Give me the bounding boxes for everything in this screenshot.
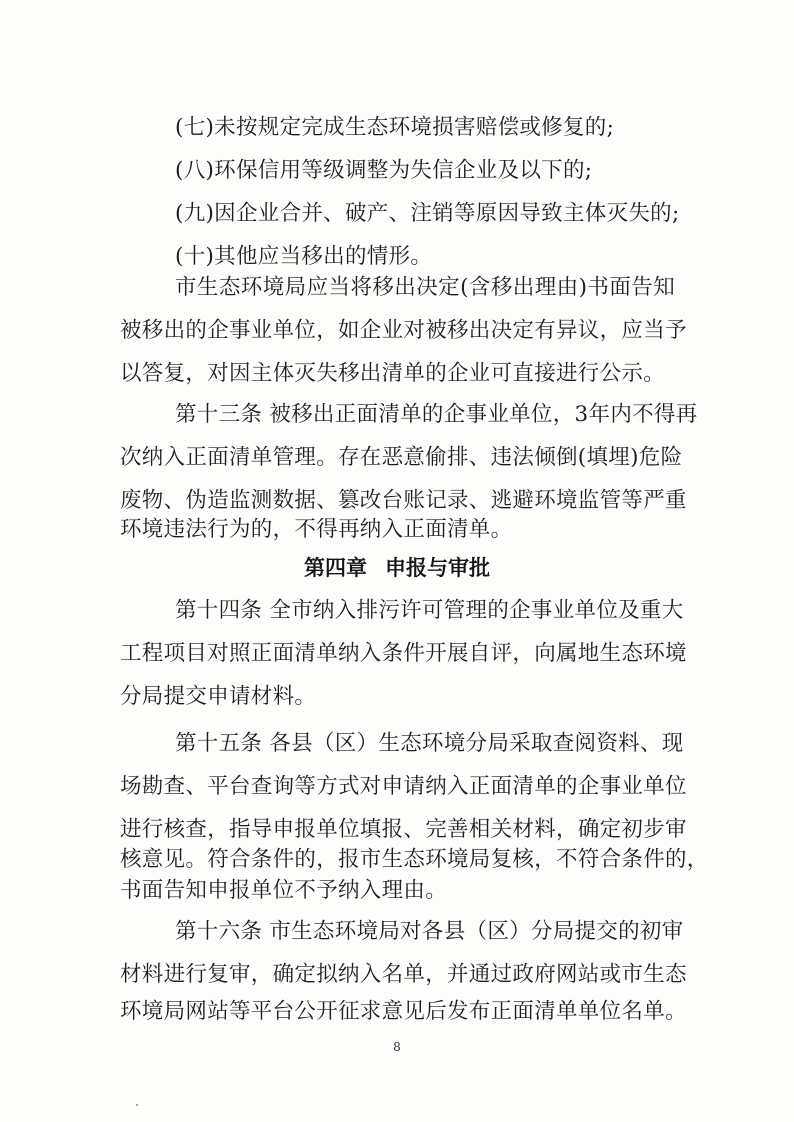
article-13-line: 废物、伪造监测数据、篡改台账记录、逃避环境监管等严重 [120,488,687,513]
paragraph-line: 被移出的企事业单位，如企业对被移出决定有异议，应当予 [120,318,687,343]
list-item-ten: (十)其他应当移出的情形。 [175,244,433,269]
paragraph-line: 市生态环境局应当将移出决定(含移出理由)书面告知 [175,275,675,300]
chapter-number: 第四章 [304,556,367,580]
article-16-line: 材料进行复审，确定拟纳入名单，并通过政府网站或市生态 [120,962,687,987]
page-number: 8 [393,1040,401,1054]
article-15-line: 场勘查、平台查询等方式对申请纳入正面清单的企事业单位 [120,774,687,799]
article-14-line: 第十四条 全市纳入排污许可管理的企事业单位及重大 [175,598,684,623]
article-15-line: 核意见。符合条件的，报市生态环境局复核，不符合条件的， [120,847,709,872]
article-15-line: 进行核查，指导申报单位填报、完善相关材料，确定初步审 [120,817,687,842]
article-13-line: 第十三条 被移出正面清单的企事业单位，3年内不得再 [175,402,698,427]
article-15-line: 书面告知申报单位不予纳入理由。 [120,878,448,903]
article-14-line: 工程项目对照正面清单纳入条件开展自评，向属地生态环境 [120,641,687,666]
article-16-line: 环境局网站等平台公开征求意见后发布正面清单单位名单。 [120,999,687,1024]
article-16-line: 第十六条 市生态环境局对各县（区）分局提交的初审 [175,919,684,944]
list-item-nine: (九)因企业合并、破产、注销等原因导致主体灭失的; [175,201,680,226]
article-14-line: 分局提交申请材料。 [120,684,317,709]
paragraph-line: 以答复，对因主体灭失移出清单的企业可直接进行公示。 [120,361,666,386]
chapter-heading [0,553,794,583]
list-item-seven: (七)未按规定完成生态环境损害赔偿或修复的; [175,115,615,140]
list-item-eight: (八)环保信用等级调整为失信企业及以下的; [175,158,593,183]
scan-speck [136,1104,138,1106]
article-15-line: 第十五条 各县（区）生态环境分局采取查阅资料、现 [175,731,684,756]
article-13-line: 次纳入正面清单管理。存在恶意偷排、违法倾倒(填埋)危险 [120,445,683,470]
article-13-line: 环境违法行为的，不得再纳入正面清单。 [120,517,513,542]
chapter-title: 申报与审批 [385,556,490,580]
